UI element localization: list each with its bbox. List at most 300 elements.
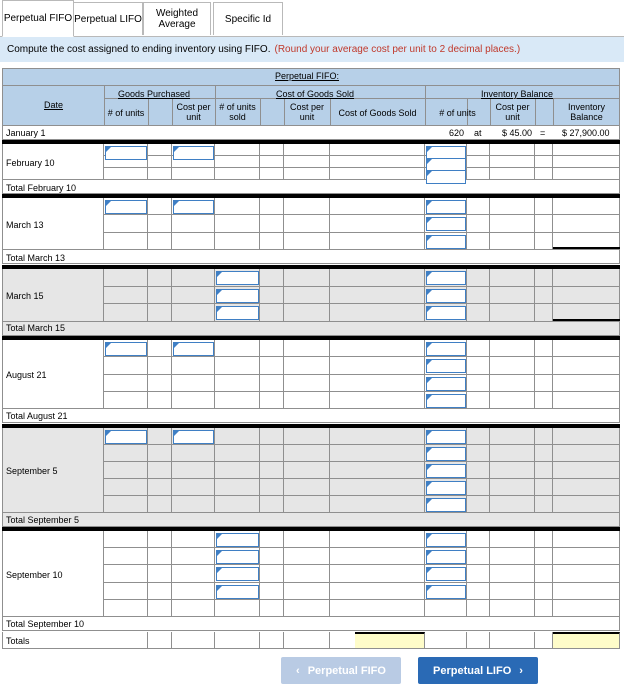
grid-cell: [553, 531, 620, 548]
grid-cell: [215, 392, 260, 409]
total-rule: [553, 247, 620, 249]
balance-units-input[interactable]: [426, 170, 466, 184]
purchase-cost-input[interactable]: [173, 200, 214, 214]
grid-cell: [148, 156, 172, 168]
total-rule: [553, 319, 620, 321]
grid-cell: [260, 479, 284, 496]
grid-cell: [535, 583, 553, 600]
grid-cell: [148, 462, 172, 479]
grid-cell: [467, 462, 490, 479]
grid-cell: [172, 215, 215, 232]
tab-perpetual-lifo[interactable]: Perpetual LIFO: [73, 2, 143, 35]
grid-cell: [535, 287, 553, 305]
grid-cell: [535, 462, 553, 479]
grid-cell: [260, 156, 284, 168]
grid-cell: [490, 428, 535, 445]
grid-cell: [104, 548, 148, 565]
grid-cell: [553, 548, 620, 565]
grid-cell: [467, 632, 490, 649]
grid-cell: [148, 583, 172, 600]
grid-cell: [535, 496, 553, 513]
jan1-cost: $ 45.00: [502, 128, 533, 138]
grid-cell: [260, 462, 284, 479]
col-units-sold-header: # of units sold: [219, 102, 256, 122]
grid-cell: [535, 531, 553, 548]
col-date-header: Date: [44, 100, 64, 110]
grid-cell: [330, 233, 425, 250]
grid-cell: [535, 156, 553, 168]
balance-units-input[interactable]: [426, 377, 466, 391]
grid-cell: [330, 583, 425, 600]
grid-cell: [104, 632, 148, 649]
chevron-left-icon: ‹: [296, 664, 300, 677]
grid-cell: [535, 479, 553, 496]
row-label-feb10: February 10: [6, 158, 55, 168]
grid-cell: [330, 340, 425, 357]
row-label-sep5: September 5: [6, 466, 58, 476]
grid-cell: [490, 144, 535, 156]
grid-cell: [260, 565, 284, 582]
grid-cell: [260, 287, 284, 305]
grid-cell: [172, 375, 215, 392]
grid-cell: [284, 198, 330, 215]
total-row-sep10: [2, 617, 620, 631]
grid-cell: [260, 496, 284, 513]
grid-cell: [553, 198, 620, 215]
header-divider: [148, 99, 149, 126]
units-sold-input[interactable]: [216, 550, 259, 564]
grid-cell: [535, 357, 553, 374]
grid-cell: [467, 445, 490, 462]
grid-cell: [535, 198, 553, 215]
balance-units-input[interactable]: [426, 498, 466, 512]
grid-cell: [330, 548, 425, 565]
grid-cell: [104, 269, 148, 287]
grid-cell: [535, 168, 553, 180]
jan1-at: at: [474, 128, 482, 138]
grid-cell: [148, 304, 172, 322]
grid-cell: [330, 600, 425, 617]
grid-cell: [535, 565, 553, 582]
grid-cell: [490, 632, 535, 649]
grid-cell: [284, 304, 330, 322]
grid-cell: [215, 156, 260, 168]
grid-cell: [330, 375, 425, 392]
grid-cell: [172, 583, 215, 600]
balance-units-input[interactable]: [426, 567, 466, 581]
total-row-feb10: [2, 180, 620, 194]
grid-cell: [104, 496, 148, 513]
units-sold-input[interactable]: [216, 585, 259, 599]
purchase-units-input[interactable]: [105, 146, 147, 160]
units-sold-input[interactable]: [216, 567, 259, 581]
grid-cell: [215, 357, 260, 374]
grid-cell: [260, 269, 284, 287]
grid-cell: [148, 565, 172, 582]
grid-cell: [148, 269, 172, 287]
grid-cell: [467, 168, 490, 180]
purchase-units-input[interactable]: [105, 200, 147, 214]
grid-cell: [490, 198, 535, 215]
balance-units-input[interactable]: [426, 447, 466, 461]
grid-cell: [284, 357, 330, 374]
grid-cell: [148, 215, 172, 232]
grid-cell: [260, 233, 284, 250]
col-balance-units-header: # of units: [439, 108, 476, 118]
grid-cell: [148, 600, 172, 617]
grid-cell: [148, 144, 172, 156]
grid-cell: [172, 304, 215, 322]
grid-cell: [553, 144, 620, 156]
grid-cell: [553, 565, 620, 582]
grid-cell: [553, 392, 620, 409]
grid-cell: [490, 479, 535, 496]
grid-cell: [467, 156, 490, 168]
grid-cell: [148, 392, 172, 409]
grid-cell: [490, 168, 535, 180]
grid-cell: [284, 340, 330, 357]
grid-cell: [553, 428, 620, 445]
grid-cell: [490, 496, 535, 513]
grid-cell: [553, 215, 620, 232]
grid-cell: [467, 548, 490, 565]
next-button[interactable]: [418, 657, 538, 684]
col-balance-cost-header: Cost per unit: [495, 102, 530, 122]
grid-cell: [284, 565, 330, 582]
grid-cell: [260, 357, 284, 374]
grid-cell: [172, 632, 215, 649]
tab-specific-id[interactable]: Specific Id: [213, 2, 283, 35]
total-row-sep5: [2, 513, 620, 527]
purchase-cost-input[interactable]: [173, 430, 214, 444]
grid-cell: [104, 479, 148, 496]
group-inventory-balance: Inventory Balance: [481, 89, 554, 99]
grid-cell: [490, 445, 535, 462]
grid-cell: [148, 198, 172, 215]
grid-cell: [467, 215, 490, 232]
grid-cell: [535, 340, 553, 357]
grid-cell: [467, 304, 490, 322]
jan1-units: 620: [449, 128, 465, 138]
grid-cell: [490, 531, 535, 548]
grid-cell: [553, 340, 620, 357]
grid-cell: [215, 496, 260, 513]
grid-cell: [260, 168, 284, 180]
grid-cell: [330, 462, 425, 479]
balance-units-input[interactable]: [426, 585, 466, 599]
group-cogs: Cost of Goods Sold: [276, 89, 355, 99]
grid-cell: [260, 375, 284, 392]
grid-cell: [330, 392, 425, 409]
grid-cell: [535, 428, 553, 445]
grid-cell: [148, 357, 172, 374]
total-label-sep5: Total September 5: [6, 515, 80, 525]
grid-cell: [467, 496, 490, 513]
grid-cell: [467, 233, 490, 250]
total-row-mar13: [2, 250, 620, 264]
instruction-text: Compute the cost assigned to ending inventory using FIFO.: [7, 44, 271, 55]
grid-cell: [553, 479, 620, 496]
jan1-equals: =: [540, 128, 546, 138]
grid-cell: [148, 496, 172, 513]
grid-cell: [467, 357, 490, 374]
grid-cell: [215, 445, 260, 462]
purchase-units-input[interactable]: [105, 430, 147, 444]
grid-cell: [148, 168, 172, 180]
col-cogs-header: Cost of Goods Sold: [338, 108, 417, 118]
grid-cell: [148, 548, 172, 565]
header-divider: [104, 86, 105, 126]
balance-units-input[interactable]: [426, 200, 466, 214]
grid-cell: [467, 583, 490, 600]
grid-cell: [284, 287, 330, 305]
purchase-cost-input[interactable]: [173, 146, 214, 160]
grid-cell: [104, 233, 148, 250]
grid-cell: [553, 357, 620, 374]
grid-cell: [490, 357, 535, 374]
grid-cell: [467, 198, 490, 215]
grid-cell: [104, 462, 148, 479]
grid-cell: [535, 144, 553, 156]
grid-cell: [535, 233, 553, 250]
col-inventory-balance-header: Inventory Balance: [567, 102, 606, 122]
grid-cell: [172, 479, 215, 496]
grid-cell: [553, 600, 620, 617]
grid-cell: [284, 375, 330, 392]
grid-cell: [330, 215, 425, 232]
row-label-aug21: August 21: [6, 370, 47, 380]
grid-cell: [215, 600, 260, 617]
grid-cell: [330, 144, 425, 156]
grid-cell: [260, 340, 284, 357]
grid-cell: [215, 428, 260, 445]
balance-units-input[interactable]: [426, 394, 466, 408]
grid-cell: [172, 168, 215, 180]
grid-cell: [467, 531, 490, 548]
grid-cell: [284, 168, 330, 180]
grid-cell: [260, 632, 284, 649]
grid-cell: [172, 548, 215, 565]
grid-cell: [330, 168, 425, 180]
grid-cell: [425, 600, 467, 617]
grid-cell: [467, 392, 490, 409]
grid-cell: [490, 156, 535, 168]
grid-cell: [148, 531, 172, 548]
grid-cell: [284, 156, 330, 168]
grid-cell: [284, 462, 330, 479]
grid-cell: [215, 198, 260, 215]
instruction-note: (Round your average cost per unit to 2 decimal places.): [274, 44, 521, 55]
grid-cell: [490, 565, 535, 582]
grid-cell: [215, 144, 260, 156]
grid-cell: [172, 287, 215, 305]
grid-cell: [330, 496, 425, 513]
grid-cell: [104, 357, 148, 374]
grid-cell: [330, 156, 425, 168]
grid-cell: [284, 428, 330, 445]
grid-cell: [260, 215, 284, 232]
grid-cell: [260, 548, 284, 565]
units-sold-input[interactable]: [216, 271, 259, 285]
prev-button-label: Perpetual FIFO: [307, 664, 386, 677]
grid-cell: [284, 233, 330, 250]
grid-cell: [535, 548, 553, 565]
grid-cell: [148, 445, 172, 462]
balance-units-input[interactable]: [426, 359, 466, 373]
total-row-aug21: [2, 409, 620, 423]
grid-cell: [330, 565, 425, 582]
balance-units-input[interactable]: [426, 342, 466, 356]
units-sold-input[interactable]: [216, 289, 259, 303]
grid-cell: [260, 198, 284, 215]
grid-cell: [148, 479, 172, 496]
balance-units-input[interactable]: [426, 271, 466, 285]
units-sold-input[interactable]: [216, 306, 259, 320]
grid-cell: [172, 565, 215, 582]
tab-weighted-average[interactable]: Weighted Average: [143, 2, 211, 35]
chevron-right-icon: ›: [519, 664, 523, 677]
grid-cell: [330, 428, 425, 445]
balance-units-input[interactable]: [426, 217, 466, 231]
grid-cell: [490, 233, 535, 250]
grid-cell: [553, 375, 620, 392]
grid-cell: [330, 304, 425, 322]
next-button-label: Perpetual LIFO: [433, 664, 512, 677]
grid-cell: [104, 392, 148, 409]
balance-units-input[interactable]: [426, 306, 466, 320]
row-label-mar13: March 13: [6, 220, 44, 230]
grid-cell: [490, 548, 535, 565]
grid-cell: [104, 287, 148, 305]
grid-cell: [467, 144, 490, 156]
grid-cell: [104, 375, 148, 392]
total-label-sep10: Total September 10: [6, 619, 85, 629]
grid-cell: [260, 392, 284, 409]
balance-units-input[interactable]: [426, 235, 466, 249]
grid-cell: [215, 375, 260, 392]
grid-cell: [535, 392, 553, 409]
grid-cell: [284, 600, 330, 617]
grid-cell: [553, 462, 620, 479]
grid-cell: [284, 269, 330, 287]
grid-cell: [172, 233, 215, 250]
grid-cell: [467, 479, 490, 496]
grid-cell: [215, 479, 260, 496]
grid-cell: [467, 600, 490, 617]
grid-cell: [104, 600, 148, 617]
grid-cell: [330, 198, 425, 215]
grid-cell: [490, 269, 535, 287]
grid-cell: [284, 496, 330, 513]
grid-cell: [284, 215, 330, 232]
grid-cell: [284, 144, 330, 156]
grid-cell: [535, 445, 553, 462]
balance-units-input[interactable]: [426, 430, 466, 444]
purchase-cost-input[interactable]: [173, 342, 214, 356]
balance-units-input[interactable]: [426, 464, 466, 478]
grid-cell: [260, 531, 284, 548]
grid-cell: [215, 340, 260, 357]
header-divider: [260, 99, 261, 126]
col-cost-per-unit-header: Cost per unit: [176, 102, 211, 122]
grid-cell: [490, 600, 535, 617]
grid-cell: [260, 445, 284, 462]
prev-button[interactable]: [281, 657, 401, 684]
grid-cell: [490, 304, 535, 322]
grid-cell: [425, 632, 467, 649]
grid-cell: [467, 428, 490, 445]
grid-cell: [148, 287, 172, 305]
grid-cell: [260, 600, 284, 617]
grid-cell: [104, 168, 148, 180]
grid-cell: [490, 340, 535, 357]
grid-cell: [148, 375, 172, 392]
balance-units-input[interactable]: [426, 533, 466, 547]
balance-units-input[interactable]: [426, 481, 466, 495]
grid-cell: [490, 462, 535, 479]
grid-cell: [148, 632, 172, 649]
grid-cell: [553, 269, 620, 287]
grid-cell: [215, 462, 260, 479]
grid-cell: [535, 375, 553, 392]
grid-cell: [284, 632, 330, 649]
grid-cell: [172, 600, 215, 617]
grid-cell: [467, 565, 490, 582]
grid-cell: [148, 233, 172, 250]
row-label-sep10: September 10: [6, 570, 63, 580]
group-goods-purchased: Goods Purchased: [118, 89, 191, 99]
grid-cell: [467, 269, 490, 287]
totals-balance-input[interactable]: [553, 632, 620, 649]
header-divider: [2, 85, 620, 86]
grid-cell: [535, 269, 553, 287]
units-sold-input[interactable]: [216, 533, 259, 547]
grid-cell: [104, 304, 148, 322]
grid-cell: [535, 304, 553, 322]
grid-cell: [215, 632, 260, 649]
grid-cell: [284, 479, 330, 496]
total-label-mar13: Total March 13: [6, 253, 66, 263]
grid-cell: [104, 215, 148, 232]
grid-cell: [284, 548, 330, 565]
row-label-mar15: March 15: [6, 291, 44, 301]
balance-units-input[interactable]: [426, 289, 466, 303]
grid-cell: [172, 496, 215, 513]
grid-cell: [172, 269, 215, 287]
grid-cell: [553, 583, 620, 600]
grid-cell: [490, 392, 535, 409]
grid-cell: [553, 156, 620, 168]
grid-cell: [104, 583, 148, 600]
grid-cell: [490, 375, 535, 392]
grid-cell: [535, 600, 553, 617]
balance-units-input[interactable]: [426, 550, 466, 564]
grid-cell: [104, 565, 148, 582]
header-divider: [535, 99, 536, 126]
grid-cell: [260, 583, 284, 600]
totals-cogs-input[interactable]: [355, 632, 425, 649]
tab-perpetual-fifo[interactable]: Perpetual FIFO: [2, 0, 74, 37]
grid-cell: [553, 445, 620, 462]
grid-cell: [467, 340, 490, 357]
grid-cell: [172, 462, 215, 479]
grid-cell: [467, 287, 490, 305]
grid-cell: [330, 479, 425, 496]
col-units-header: # of units: [107, 108, 145, 118]
total-label-aug21: Total August 21: [6, 411, 68, 421]
grid-cell: [215, 233, 260, 250]
purchase-units-input[interactable]: [105, 342, 147, 356]
